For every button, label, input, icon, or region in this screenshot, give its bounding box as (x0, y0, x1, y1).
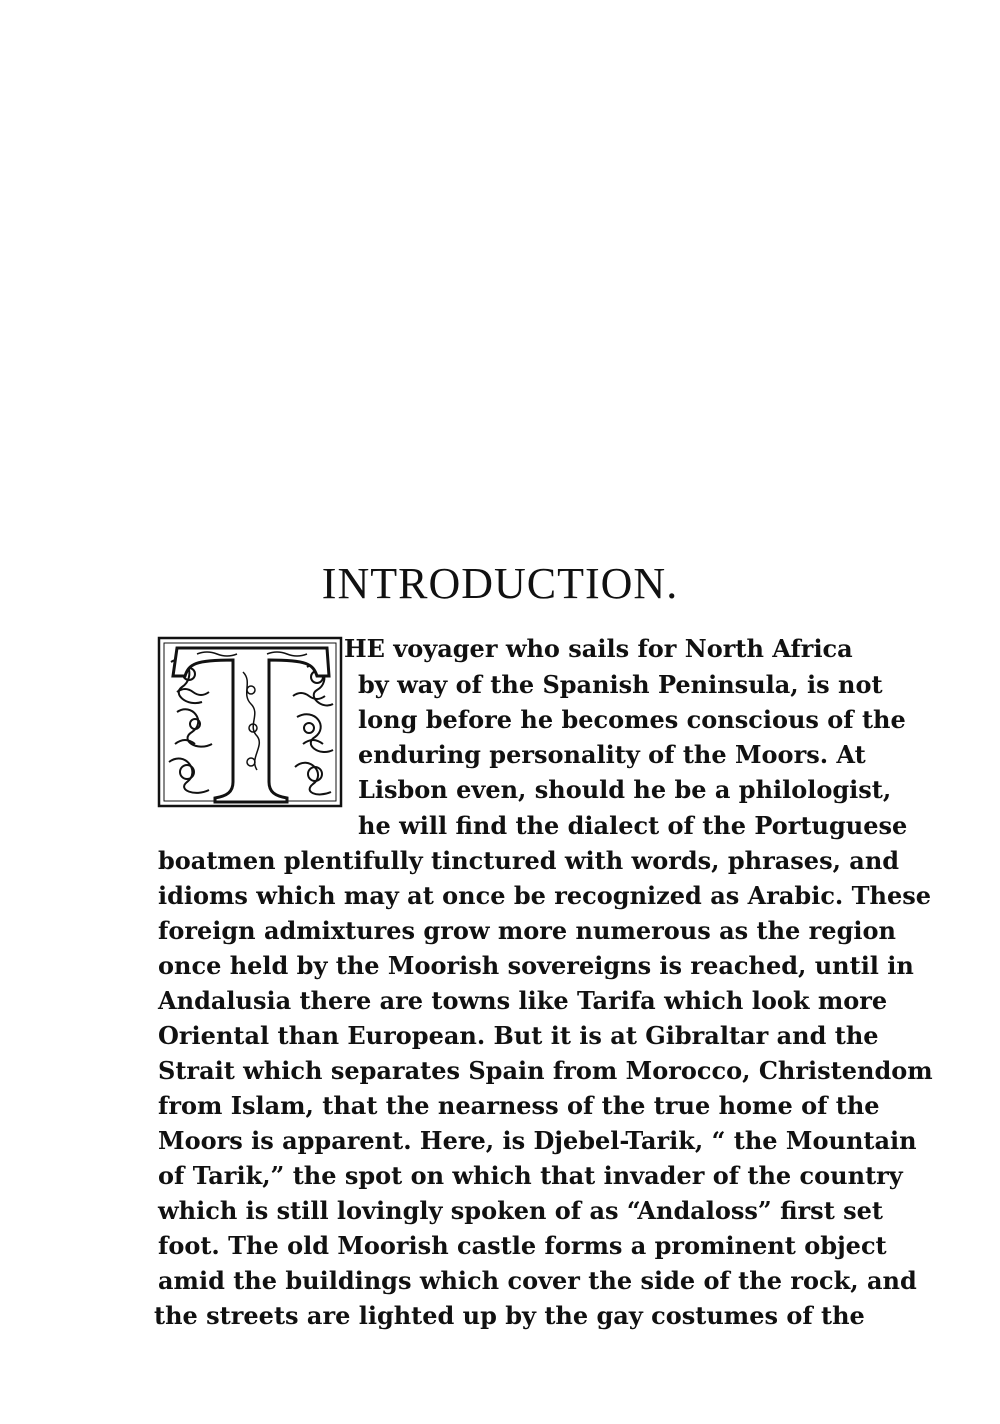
text-line: enduring personality of the Moors. At (358, 740, 866, 769)
text-line: Moors is apparent. Here, is Djebel-Tarik, “ the Mountain (158, 1126, 917, 1155)
text-line: Andalusia there are towns like Tarifa which look more (158, 986, 888, 1015)
text-line: amid the buildings which cover the side of the rock, and (158, 1266, 917, 1295)
text-line: foreign admixtures grow more numerous as the region (158, 916, 896, 945)
text-line: of Tarik,” the spot on which that invader of the country (158, 1161, 903, 1190)
text-line: Lisbon even, should he be a philologist, (358, 775, 892, 804)
text-line: idioms which may at once be recognized as Arabic. These (158, 881, 932, 910)
drop-cap (157, 632, 345, 810)
text-line: the streets are lighted up by the gay costumes of the (154, 1301, 865, 1330)
text-line: by way of the Spanish Peninsula, is not (358, 670, 883, 699)
text-line: boatmen plentifully tinctured with words, phrases, and (158, 846, 900, 875)
text-line: from Islam, that the nearness of the true home of the (158, 1091, 880, 1120)
text-line: once held by the Moorish sovereigns is reached, until in (158, 951, 914, 980)
text-line: he will find the dialect of the Portuguese (358, 811, 908, 840)
text-line: long before he becomes conscious of the (358, 705, 906, 734)
text-line: which is still lovingly spoken of as “Andaloss” first set (158, 1196, 884, 1225)
text-line: HE voyager who sails for North Africa (344, 634, 853, 663)
ornamental-drop-cap-t-icon (157, 632, 345, 810)
text-line: Strait which separates Spain from Morocco, Christendom (158, 1056, 933, 1085)
text-line: Oriental than European. But it is at Gibraltar and the (158, 1021, 879, 1050)
chapter-title: INTRODUCTION. (321, 559, 679, 608)
text-line: foot. The old Moorish castle forms a prominent object (158, 1231, 887, 1260)
